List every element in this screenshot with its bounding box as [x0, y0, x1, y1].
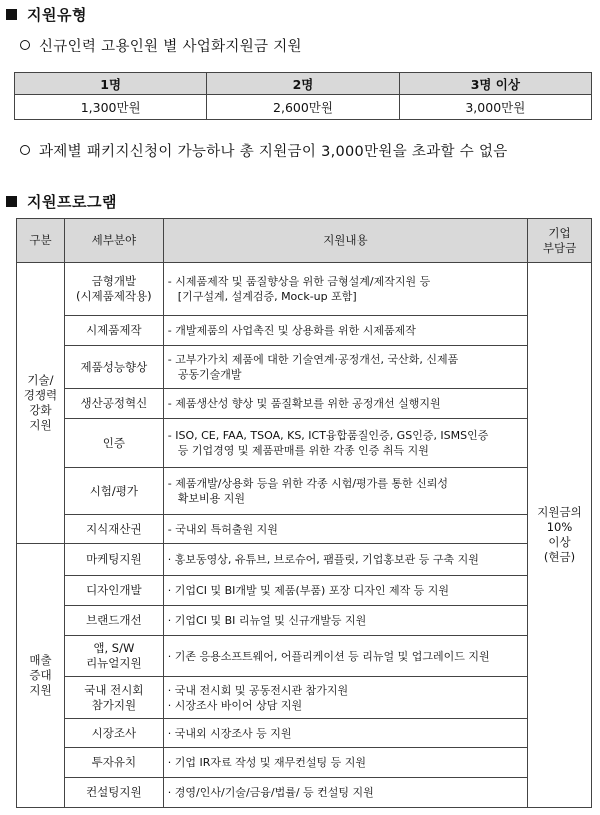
field-name-line: 브랜드개선: [86, 613, 142, 627]
desc-line: · 시장조사 바이어 상담 지원: [167, 698, 303, 712]
desc-cell: [163, 778, 527, 808]
value-2-persons: 2,600만원: [207, 95, 399, 120]
program-row: [17, 316, 592, 346]
desc-cell: [163, 346, 527, 389]
header-field: 세부분야: [64, 219, 163, 263]
burden-line: (현금): [543, 550, 576, 564]
header-burden: [528, 219, 592, 263]
field-cell: [64, 346, 163, 389]
field-cell: [64, 748, 163, 778]
bullet-text: 신규인력 고용인원 별 사업화지원금 지원: [39, 39, 302, 55]
subsidy-header-row: [15, 73, 592, 95]
program-row: [17, 778, 592, 808]
header-burden-line: 기업: [548, 225, 571, 240]
desc-line: - 제품생산성 향상 및 품질확보를 위한 공정개선 실행지원: [167, 397, 441, 410]
desc-line: · 경영/인사/기술/금융/법률/ 등 컨설팅 지원: [167, 786, 374, 799]
value-3-or-more: 3,000만원: [399, 95, 591, 120]
field-name-line: (시제품제작용): [76, 289, 152, 303]
group-name-line: 지원: [29, 418, 52, 432]
group-name-line: 경쟁력: [23, 388, 58, 402]
group-name-line: 지원: [29, 683, 52, 697]
field-name-line: 시제품제작: [86, 323, 142, 337]
desc-cell: [163, 419, 527, 468]
desc-cell: [163, 389, 527, 419]
program-header-row: [17, 219, 592, 263]
header-1-person: 1명: [15, 73, 207, 95]
section-title-support-type: [6, 4, 87, 25]
value-1-person: 1,300만원: [15, 95, 207, 120]
program-row: [17, 419, 592, 468]
burden-line: 지원금의: [537, 505, 582, 519]
field-name-line: 제품성능향상: [80, 359, 148, 374]
program-row: [17, 515, 592, 544]
desc-cell: [163, 636, 527, 677]
desc-cell: [163, 719, 527, 748]
desc-line: 확보비용 지원: [177, 492, 246, 505]
desc-line: 등 기업경영 및 제품판매를 위한 각종 인증 취득 지원: [177, 444, 429, 457]
desc-cell: [163, 515, 527, 544]
desc-cell: [163, 748, 527, 778]
program-row: [17, 576, 592, 606]
desc-line: - 개발제품의 사업촉진 및 상용화를 위한 시제품제작: [167, 324, 416, 337]
subsidy-table: [14, 72, 592, 120]
field-cell: [64, 636, 163, 677]
field-name-line: 생산공정혁신: [80, 396, 148, 410]
field-name-line: 마케팅지원: [86, 552, 142, 566]
bullet-package-note: [20, 140, 508, 161]
field-cell: [64, 468, 163, 515]
field-cell: [64, 515, 163, 544]
bullet-text: 과제별 패키지신청이 가능하나 총 지원금이 3,000만원을 초과할 수 없음: [39, 144, 508, 160]
desc-cell: [163, 677, 527, 719]
field-name-line: 시장조사: [91, 725, 137, 740]
field-name-line: 디자인개발: [86, 583, 142, 597]
program-row: [17, 544, 592, 576]
burden-line: 이상: [548, 535, 571, 549]
desc-line: · 기업 IR자료 작성 및 재무컨설팅 등 지원: [167, 756, 367, 769]
field-name-line: 리뉴얼지원: [86, 656, 142, 670]
desc-line: · 기업CI 및 BI개발 및 제품(부품) 포장 디자인 제작 등 지원: [167, 584, 450, 597]
program-row: [17, 346, 592, 389]
section-title-support-programs: [6, 191, 117, 212]
field-name-line: 앱, S/W: [93, 641, 135, 655]
field-name-line: 컨설팅지원: [86, 785, 142, 799]
group-cell: [17, 544, 65, 808]
field-cell: [64, 544, 163, 576]
program-row: [17, 748, 592, 778]
section-title-text: 지원유형: [27, 6, 87, 24]
field-name-line: 시험/평가: [89, 483, 139, 498]
desc-line: - 제품개발/상용화 등을 위한 각종 시험/평가를 통한 신뢰성: [167, 477, 449, 490]
field-cell: [64, 778, 163, 808]
field-name-line: 참가지원: [91, 697, 137, 712]
square-bullet-icon: [6, 196, 17, 207]
program-row: [17, 468, 592, 515]
group-name-line: 매출: [29, 653, 52, 667]
desc-line: · 국내외 시장조사 등 지원: [167, 726, 292, 740]
desc-line: - 고부가가치 제품에 대한 기술연계·공정개선, 국산화, 신제품: [167, 353, 459, 366]
subsidy-value-row: [15, 95, 592, 120]
desc-cell: [163, 263, 527, 316]
header-group: 구분: [17, 219, 65, 263]
field-cell: [64, 677, 163, 719]
bullet-support-by-hires: [20, 35, 302, 56]
group-name-line: 기술/: [27, 373, 54, 387]
header-2-persons: 2명: [207, 73, 399, 95]
desc-cell: [163, 316, 527, 346]
burden-line: 10%: [546, 520, 573, 534]
field-name-line: 국내 전시회: [84, 682, 144, 697]
desc-line: · 국내 전시회 및 공동전시관 참가지원: [167, 683, 349, 697]
field-cell: [64, 419, 163, 468]
field-name-line: 투자유치: [91, 755, 137, 769]
program-row: [17, 263, 592, 316]
program-row: [17, 636, 592, 677]
group-cell: [17, 263, 65, 544]
program-table: [16, 218, 592, 808]
burden-cell: [528, 263, 592, 808]
square-bullet-icon: [6, 9, 17, 20]
program-row: [17, 677, 592, 719]
field-cell: [64, 263, 163, 316]
desc-line: - 국내외 특허출원 지원: [167, 522, 278, 536]
desc-line: · 홍보동영상, 유튜브, 브로슈어, 팸플릿, 기업홍보관 등 구축 지원: [167, 553, 479, 566]
desc-cell: [163, 544, 527, 576]
desc-line: [기구설계, 설계검증, Mock-up 포함]: [177, 290, 357, 303]
desc-line: - 시제품제작 및 품질향상을 위한 금형설계/제작지원 등: [167, 275, 431, 288]
program-row: [17, 606, 592, 636]
desc-cell: [163, 576, 527, 606]
field-name-line: 인증: [102, 435, 125, 450]
group-name-line: 강화: [29, 403, 52, 417]
header-burden-line: 부담금: [542, 240, 577, 255]
header-3-or-more: 3명 이상: [399, 73, 591, 95]
desc-line: 공동기술개발: [177, 368, 242, 381]
section-title-text: 지원프로그램: [27, 193, 117, 211]
field-cell: [64, 389, 163, 419]
circle-bullet-icon: [20, 40, 30, 50]
desc-line: · 기업CI 및 BI 리뉴얼 및 신규개발등 지원: [167, 614, 367, 627]
field-cell: [64, 719, 163, 748]
circle-bullet-icon: [20, 145, 30, 155]
group-name-line: 증대: [29, 668, 52, 682]
field-name-line: 지식재산권: [86, 521, 142, 536]
desc-cell: [163, 468, 527, 515]
desc-line: · 기존 응용소프트웨어, 어플리케이션 등 리뉴얼 및 업그레이드 지원: [167, 649, 490, 663]
header-desc: 지원내용: [163, 219, 527, 263]
program-row: [17, 719, 592, 748]
program-row: [17, 389, 592, 419]
field-cell: [64, 316, 163, 346]
field-cell: [64, 606, 163, 636]
desc-cell: [163, 606, 527, 636]
field-name-line: 금형개발: [91, 274, 137, 288]
desc-line: - ISO, CE, FAA, TSOA, KS, ICT융합품질인증, GS인증, ISMS인증: [167, 429, 489, 442]
field-cell: [64, 576, 163, 606]
